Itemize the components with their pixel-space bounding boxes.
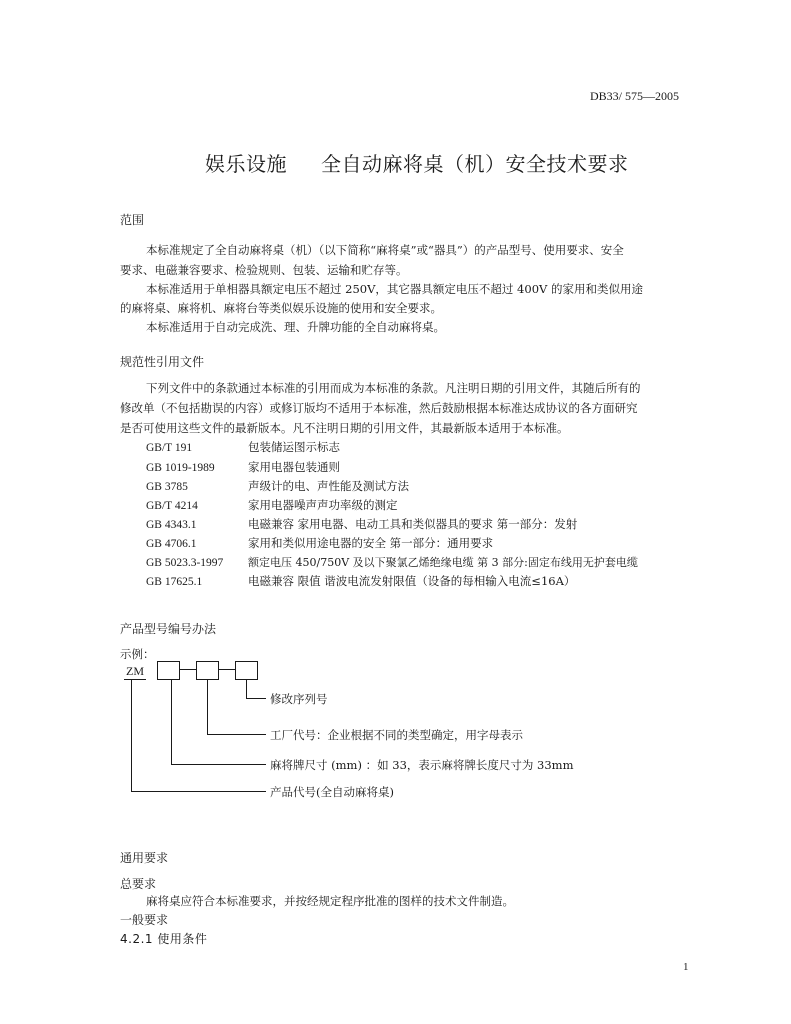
model-label-size: 麻将牌尺寸 (mm) ：如 33，表示麻将牌长度尺寸为 33mm (270, 758, 574, 772)
scope-line: 本标准适用于单相器具额定电压不超过 250V，其它器具额定电压不超过 400V 的家用和类似用途 (146, 282, 643, 296)
title-part-1: 娱乐设施 (205, 152, 287, 176)
document-id: DB33/ 575—2005 (590, 89, 680, 103)
title-part-2: 全自动麻将桌（机）安全技术要求 (321, 152, 629, 176)
reference-row (146, 478, 409, 494)
scope-line: 本标准适用于自动完成洗、理、升牌功能的全自动麻将桌。 (146, 320, 445, 334)
reference-name: 包装储运图示标志 (248, 440, 340, 454)
general-line: 麻将桌应符合本标准要求，并按经规定程序批准的图样的技术文件制造。 (146, 894, 514, 908)
reference-name: 声级计的电、声性能及测试方法 (248, 479, 409, 493)
page-number: 1 (683, 961, 689, 973)
reference-row (146, 516, 577, 532)
leader-line (131, 791, 266, 792)
section-heading-scope: 范围 (120, 213, 145, 227)
reference-code: GB/T 4214 (146, 500, 198, 512)
page-title (205, 148, 629, 177)
reference-name: 额定电压 450/750V 及以下聚氯乙烯绝缘电缆 第 3 部分:固定布线用无护套电缆 (248, 556, 638, 569)
reference-name: 家用和类似用途电器的安全 第一部分：通用要求 (248, 536, 494, 550)
reference-name: 电磁兼容 限值 谐波电流发射限值（设备的每相输入电流≤16A） (248, 574, 576, 588)
reference-name: 家用电器包装通则 (248, 460, 340, 474)
leader-line (246, 679, 247, 698)
leader-line (246, 698, 266, 699)
leader-line (171, 764, 266, 765)
reference-row (146, 573, 575, 589)
normative-line: 下列文件中的条款通过本标准的引用而成为本标准的条款。凡注明日期的引用文件，其随后所有的 (146, 381, 641, 395)
subsection-heading-overall: 总要求 (120, 877, 157, 891)
subsection-heading-general: 一般要求 (120, 913, 169, 927)
leader-line (171, 679, 172, 764)
leader-line (131, 680, 132, 791)
reference-code: GB 5023.3-1997 (146, 557, 224, 569)
reference-code: GB 4343.1 (146, 519, 197, 531)
normative-line: 是否可使用这些文件的最新版本。凡不注明日期的引用文件，其最新版本适用于本标准。 (120, 421, 569, 435)
box-connector (218, 669, 235, 670)
leader-line (207, 734, 266, 735)
model-label-product: 产品代号(全自动麻将桌) (270, 785, 394, 799)
section-heading-model: 产品型号编号办法 (120, 622, 217, 636)
reference-code: GB 1019-1989 (146, 462, 215, 474)
subsection-heading-conditions: 4.2.1 使用条件 (120, 932, 208, 946)
section-heading-general: 通用要求 (120, 851, 169, 865)
reference-name: 电磁兼容 家用电器、电动工具和类似器具的要求 第一部分：发射 (248, 517, 578, 531)
reference-row (146, 535, 493, 551)
reference-code: GB 4706.1 (146, 538, 197, 550)
model-box-factory (196, 661, 219, 680)
reference-row (146, 554, 638, 570)
model-label-factory: 工厂代号：企业根据不同的类型确定，用字母表示 (270, 728, 523, 742)
scope-line: 本标准规定了全自动麻将桌（机）（以下简称“麻将桌”或“器具”）的产品型号、使用要求、安全 (146, 243, 624, 257)
reference-row (146, 459, 340, 475)
normative-line: 修改单（不包括勘误的内容）或修订版均不适用于本标准，然后鼓励根据本标准达成协议的各方面研究 (120, 401, 638, 415)
model-box-size (157, 661, 180, 680)
example-label: 示例： (120, 647, 155, 661)
scope-line: 要求、电磁兼容要求、检验规则、包装、运输和贮存等。 (120, 263, 408, 277)
box-connector (179, 669, 196, 670)
model-box-revision (235, 661, 258, 680)
reference-code: GB 17625.1 (146, 576, 203, 588)
reference-row (146, 439, 340, 455)
reference-row (146, 497, 398, 513)
model-label-revision: 修改序列号 (270, 692, 328, 706)
reference-code: GB/T 191 (146, 442, 193, 454)
reference-name: 家用电器噪声声功率级的测定 (248, 498, 398, 512)
reference-code: GB 3785 (146, 481, 188, 493)
scope-line: 的麻将桌、麻将机、麻将台等类似娱乐设施的使用和安全要求。 (120, 301, 442, 315)
leader-line (207, 679, 208, 734)
model-prefix: ZM (126, 664, 144, 678)
section-heading-normative: 规范性引用文件 (120, 355, 205, 369)
